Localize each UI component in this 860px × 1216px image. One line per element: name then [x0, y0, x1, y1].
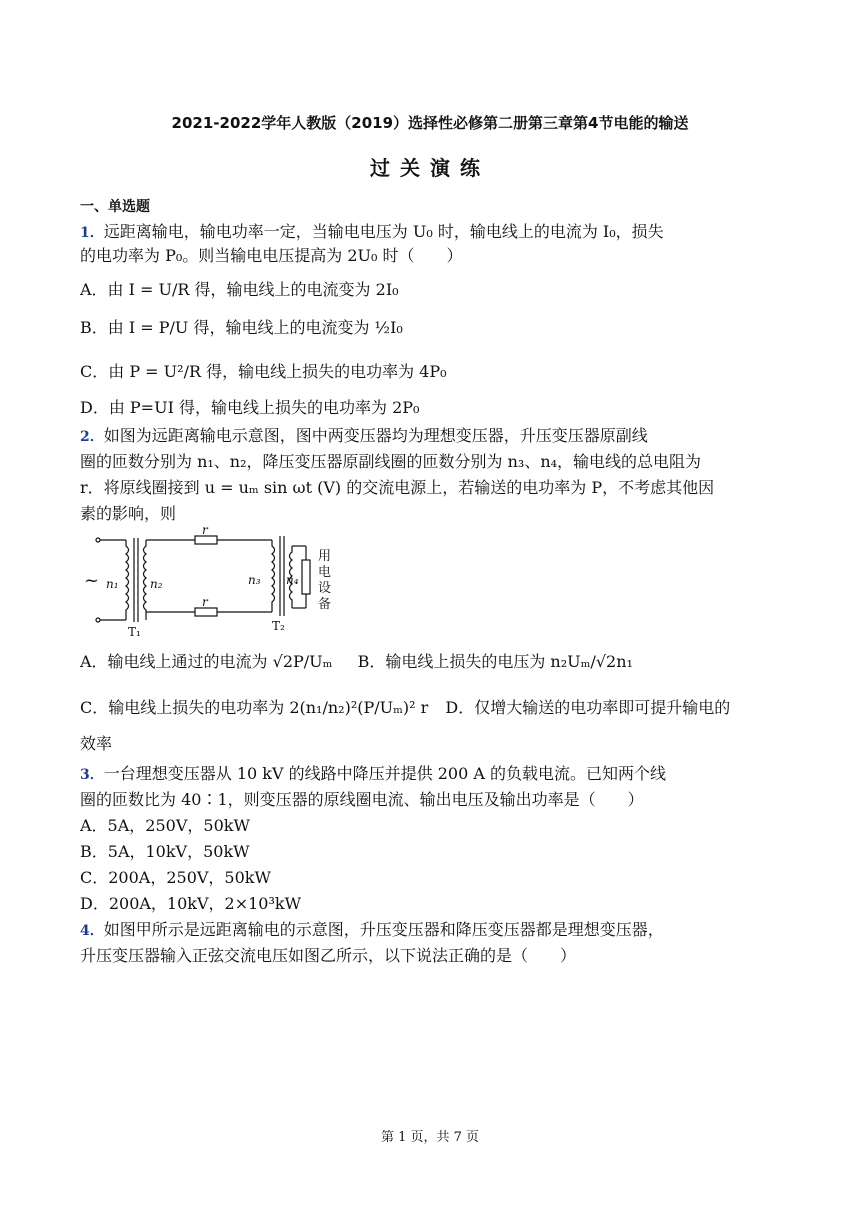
q2-option-c-text: C．输电线上损失的电功率为 2(n₁/n₂)²(P/Uₘ)² r	[80, 698, 429, 717]
label-n1: n₁	[106, 577, 119, 591]
label-n3: n₃	[248, 573, 261, 587]
load-label-1: 用	[318, 549, 332, 564]
transmission-circuit-diagram	[80, 523, 350, 642]
q1-number: 1．	[80, 225, 104, 241]
q4-stem-line1	[80, 918, 780, 943]
q2-option-c	[80, 696, 780, 720]
q3-option-b: B．5A，10kV，50kW	[80, 842, 250, 861]
q2-stem-line4: 素的影响，则	[80, 504, 177, 523]
label-n2: n₂	[150, 577, 163, 591]
ac-source-symbol: ~	[84, 570, 100, 591]
document-title: 2021-2022学年人教版（2019）选择性必修第二册第三章第4节电能的输送	[171, 114, 689, 132]
q1-option-a: A．由 I = U/R 得，输电线上的电流变为 2I₀	[80, 280, 399, 299]
q3-text-line1: 一台理想变压器从 10 kV 的线路中降压并提供 200 A 的负载电流。已知两个线	[103, 764, 666, 783]
section-heading: 一、单选题	[80, 199, 150, 215]
label-T2: T₂	[272, 619, 285, 633]
q3-number: 3．	[80, 767, 104, 783]
q2-option-d-continued: 效率	[80, 734, 113, 753]
q1-option-b: B．由 I = P/U 得，输电线上的电流变为 ½I₀	[80, 318, 403, 337]
q4-stem-line2: 升压变压器输入正弦交流电压如图乙所示，以下说法正确的是（ ）	[80, 946, 577, 965]
label-n4: n₄	[286, 573, 299, 587]
load-label-3: 设	[318, 581, 332, 596]
q2-number: 2．	[80, 429, 104, 445]
q1-stem-line2: 的电功率为 P₀。则当输电电压提高为 2U₀ 时（ ）	[80, 246, 463, 265]
document-subtitle: 过关演练	[370, 156, 490, 180]
q4-number: 4．	[80, 923, 104, 939]
label-T1: T₁	[128, 625, 141, 639]
q1-text-line1: 远距离输电，输电功率一定，当输电电压为 U₀ 时，输电线上的电流为 I₀，损失	[103, 222, 664, 241]
load-label-4: 备	[318, 597, 332, 612]
q3-stem-line2: 圈的匝数比为 40∶1，则变压器的原线圈电流、输出电压及输出功率是（ ）	[80, 790, 644, 809]
q2-option-b-text: B．输电线上损失的电压为 n₂Uₘ/√2n₁	[357, 652, 633, 671]
q1-option-d: D．由 P=UI 得，输电线上损失的电功率为 2P₀	[80, 398, 420, 417]
page-footer: 第 1 页，共 7 页	[380, 1130, 480, 1145]
q2-text-line1: 如图为远距离输电示意图，图中两变压器均为理想变压器，升压变压器原副线	[103, 426, 648, 445]
q2-option-a	[80, 650, 780, 674]
q2-stem-line3: r．将原线圈接到 u = uₘ sin ωt (V) 的交流电源上，若输送的电功率为 P，不考虑其他因	[80, 478, 715, 497]
label-r-top: r	[202, 523, 208, 537]
q3-option-c: C．200A，250V，50kW	[80, 868, 271, 887]
q3-option-a: A．5A，250V，50kW	[80, 816, 250, 835]
q2-stem-line1	[80, 424, 780, 449]
q3-stem-line1	[80, 762, 780, 787]
label-r-bottom: r	[202, 595, 208, 609]
q2-option-d-text: D．仅增大输送的电功率即可提升输电的	[445, 698, 731, 717]
q1-option-c: C．由 P = U²/R 得，输电线上损失的电功率为 4P₀	[80, 362, 447, 381]
q4-text-line1: 如图甲所示是远距离输电的示意图，升压变压器和降压变压器都是理想变压器，	[103, 920, 664, 939]
load-label-2: 电	[318, 565, 332, 580]
q2-option-a-text: A．输电线上通过的电流为 √2P/Uₘ	[80, 652, 333, 671]
q2-stem-line2: 圈的匝数分别为 n₁、n₂，降压变压器原副线圈的匝数分别为 n₃、n₄，输电线的总电阻为	[80, 452, 702, 471]
q1-stem-line1	[80, 220, 780, 245]
q3-option-d: D．200A，10kV，2×10³kW	[80, 894, 302, 913]
